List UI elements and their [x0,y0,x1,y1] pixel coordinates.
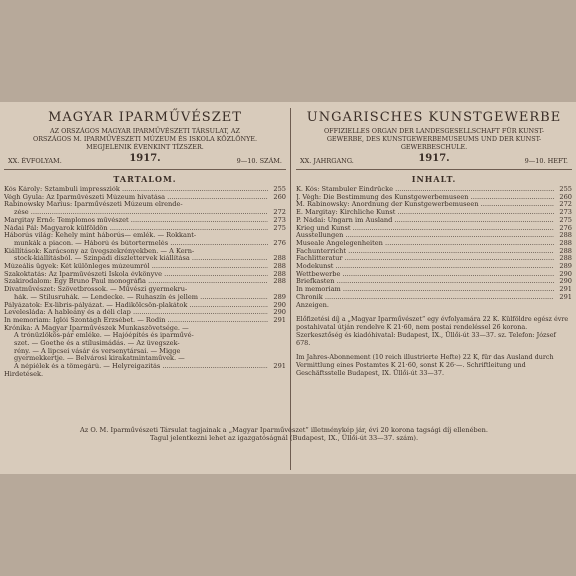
toc-entry [296,278,572,286]
toc-entry [296,286,572,294]
divider [296,169,572,170]
toc-entry-title: hák. — Stilusruhák. — Lendecke. — Ruhaszín és jellem ..... [4,294,268,302]
toc-entry-page: 288 [273,269,286,278]
toc-entry-title: Divatművészet: Szövetbrossok. — Művészi gyermekru- [4,285,188,294]
toc-entry-title: Háborús világ: Kehely mint háborús— emlék. — Rokkant- [4,231,197,240]
toc-entry-page: 290 [559,269,572,278]
volume-label: XX. ÉVFOLYAM. [8,157,62,165]
toc-entry [4,309,286,317]
toc-entry-page: 272 [273,208,286,217]
toc-entry-page: 273 [559,208,572,217]
toc-entry-title: rény. — A lipcsei vásár és versenytársai. — Migge [14,346,181,355]
toc-entry-title: Modekunst ..... [296,263,554,271]
hungarian-title: MAGYAR IPARMŰVÉSZET [48,110,242,125]
info-paragraph: Im Jahres-Abonnement (10 reich illustrierte Hefte) 22 K, für das Ausland durch Vermittlung eines Postamtes K 21·60, sonst K 26·—. Schriftleitung und Geschäftsstelle Budapest, IX. Üllői-út 33—37. [296,353,554,378]
toc-entry-page: 291 [559,292,572,301]
toc-entry-page: 290 [273,300,286,309]
toc-entry-page: 289 [559,262,572,271]
toc-entry-page: 275 [273,223,286,232]
toc-entry-title: Végh Gyula: Az Iparművészeti Múzeum hivatása ..... [4,194,268,202]
toc-entry-page: 291 [559,285,572,294]
toc-entry-title: gyermekkertje. — Belvárosi kirakatmintaművek. — [14,354,185,363]
toc-entry-page: 288 [559,254,572,263]
toc-entry [4,363,286,371]
toc-entry-page: 276 [273,238,286,247]
membership-note: Az O. M. Iparművészeti Társulat tagjainak a „Magyar Iparművészet” illetménykép jár, évi 20 korona tagsági díj ellenében. Tagul jelentkezni lehet az igazgatóságnál (Budapest, IX., Üllői-út 33—37. szám). [80,426,488,442]
hungarian-issue-line [4,153,286,167]
toc-entry-page: 290 [273,308,286,317]
toc-entry-title: J. Végh: Die Bestimmung des Kunstgewerbemuseen ..... [296,194,554,202]
contents-heading: INHALT. [411,174,457,184]
toc-entry-page: 275 [559,215,572,224]
toc-entry [296,186,572,194]
toc-entry [296,255,572,263]
issue-label: 9—10. SZÁM. [236,157,282,165]
toc-entry-page: 288 [559,246,572,255]
german-subtitle: OFFIZIELLES ORGAN DER LANDESGESELLSCHAFT FÜR KUNST- GEWERBE, DES KUNSTGEWERBEMUSEUMS UND DER KUNST- GEWERBESCHULE. [323,127,545,151]
contents-heading: TARTALOM. [113,174,177,184]
toc-entry-title: Krónika: A Magyar Iparművészek Munkaszövetsége. — [4,323,189,332]
toc-entry-title: P. Nádai: Ungarn im Ausland ..... [296,217,554,225]
toc-entry-page: 291 [273,362,286,371]
toc-entry-page: 272 [559,200,572,209]
toc-entry [296,232,572,240]
year-label: 1917. [418,153,450,164]
toc-entry-title: Nádai Pál: Magyarok külföldön ..... [4,225,268,233]
toc-entry-page: 260 [273,192,286,201]
magazine-page [0,102,576,474]
issue-label: 9—10. HEFT. [524,157,568,165]
toc-entry-title: Wettbewerbe ..... [296,271,554,279]
toc-entry-title: Anzeigen. [296,300,329,309]
toc-entry-title: Briefkasten ..... [296,278,554,286]
toc-entry-title: Hirdetések. [4,369,44,378]
toc-entry-title: Museale Angelegenheiten ..... [296,240,554,248]
toc-entry-title: M. Rabinowsky: Anordnung der Kunstgewerbemuseen ..... [296,201,554,209]
toc-entry-title: zése ..... [4,209,268,217]
toc-entry [296,294,572,302]
toc-entry [296,271,572,279]
german-issue-line [296,153,572,167]
toc-entry-title: A népiélek és a tömegárú. — Helyreigazitás ..... [4,363,268,371]
toc-entry-title: szet. — Goethe és a stílusimádás. — Az üvegszek- [14,339,180,348]
toc-entry-page: 289 [273,292,286,301]
toc-entry-title: Szakirodalom: Egy Bruno Paul monográfia ..... [4,278,268,286]
toc-entry [296,209,572,217]
toc-entry [4,263,286,271]
year-label: 1917. [129,153,161,164]
hungarian-column [4,102,286,379]
toc-entry-page: 288 [273,262,286,271]
toc-entry [4,217,286,225]
toc-entry-title: Múzeális ügyek: Két különleges múzeumról ..... [4,263,268,271]
toc-entry-title: Pályázatok: Ex-libris-pályázat. — Hadikölcsön-plakátok ..... [4,302,268,310]
toc-entry-title: Ausstellungen ..... [296,232,554,240]
toc-entry-page: 288 [559,238,572,247]
german-toc [296,186,572,309]
german-title: UNGARISCHES KUNSTGEWERBE [306,110,562,125]
info-paragraph: Előfizetési díj a „Magyar Iparművészet” egy évfolyamára 22 K. Külföldre egész évre postahivatal útján rendelve K 21·60, nem postai rendeléssel 26 korona. Szerkesztőség és kiadóhivatal: Budapest, IX., Üllői-út 33—37. sz. Telefon: József 678. [296,315,569,348]
hungarian-toc [4,186,286,379]
toc-entry-page: 260 [559,192,572,201]
toc-entry-title: munkák a piacon. — Háború és bútortermelés ..... [4,240,268,248]
german-column [296,102,572,383]
toc-entry-title: Margitay Ernő: Templomos művészet ..... [4,217,268,225]
toc-entry-page: 276 [559,223,572,232]
toc-entry-page: 288 [273,277,286,286]
toc-entry [4,209,286,217]
toc-entry-title: A trónüzlökös-pár emléke. — Hajóépítés és iparművé- [14,331,194,340]
toc-entry [4,302,286,310]
toc-entry [296,248,572,256]
toc-entry [4,255,286,263]
toc-entry [4,271,286,279]
toc-entry-page: 290 [559,277,572,286]
toc-entry [296,201,572,209]
toc-entry-title: Fachlitteratur ..... [296,255,554,263]
toc-entry [4,186,286,194]
toc-entry-title: Szakoktatás: Az Iparművészeti Iskola évkönyve ..... [4,271,268,279]
toc-entry [296,225,572,233]
toc-entry-title: Chronik ..... [296,294,554,302]
hungarian-subtitle: AZ ORSZÁGOS MAGYAR IPARMŰVÉSZETI TÁRSULAT, AZ ORSZÁGOS M. IPARMŰVÉSZETI MÚZEUM ÉS ISKOLA KÖZLÖNYE. MEGJELENIK ÉVENKINT TÍZSZER. [33,127,257,151]
toc-entry-title: Kiállítások: Karácsony az üvegszekrényekben. — A Kern- [4,246,195,255]
toc-entry-title: Krieg und Kunst ..... [296,225,554,233]
toc-entry-title: In memoriam: Iglói Szontágh Erzsébet. — Rodin ..... [4,317,268,325]
toc-entry-title: In memoriam ..... [296,286,554,294]
toc-entry-title: K. Kós: Stambuler Eindrücke ..... [296,186,554,194]
subscription-info [296,315,572,377]
toc-entry-page: 273 [273,215,286,224]
toc-entry-page: 291 [273,315,286,324]
toc-entry [296,217,572,225]
toc-entry-page: 288 [559,231,572,240]
toc-entry-page: 255 [273,185,286,193]
toc-entry [296,263,572,271]
toc-entry-title: stock-kiállításból. — Szinpadi díszlettervek kiállítása ..... [4,255,268,263]
toc-entry-title: Kós Károly: Sztambuli impressziók ..... [4,186,268,194]
toc-entry [296,240,572,248]
volume-label: XX. JAHRGANG. [300,157,354,165]
toc-entry-page: 288 [273,254,286,263]
toc-entry-title: Fachunterricht ..... [296,248,554,256]
toc-entry-title: Levelesláda: A hableány és a déli clap ..... [4,309,268,317]
toc-entry [296,194,572,202]
divider [4,169,286,170]
toc-entry-title: Rabinowsky Marius: Iparművészeti Múzeum elrende- [4,200,183,209]
toc-entry-page: 255 [559,185,572,193]
toc-entry-title: E. Margitay: Kirchliche Kunst ..... [296,209,554,217]
column-divider [290,108,291,470]
toc-entry [4,294,286,302]
